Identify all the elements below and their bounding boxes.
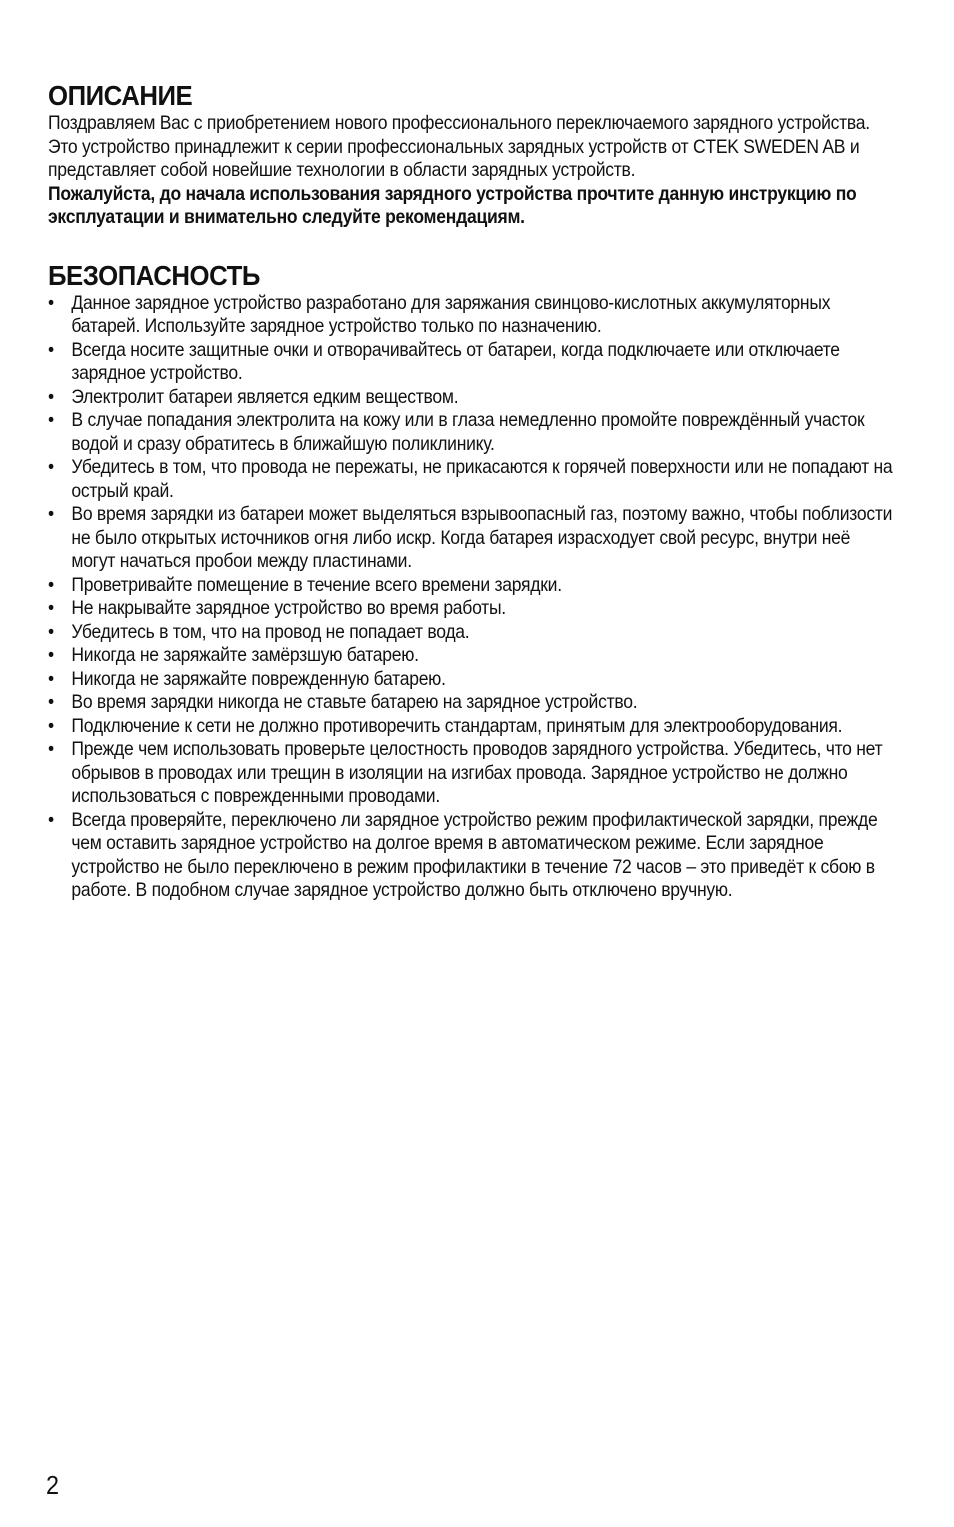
description-heading: ОПИСАНИЕ (48, 80, 193, 111)
list-item (48, 456, 894, 503)
description-intro: Поздравляем Вас с приобретением нового профессионального переключаемого зарядного устройства. Это устройство принадлежит к серии профессиональных зарядных устройств от CTEK SWEDEN AB и представляет собой новейшие технологии в области зарядных устройств. (48, 112, 870, 181)
bullet-icon: • (48, 503, 54, 525)
bullet-icon: • (48, 738, 54, 760)
list-item-text: Убедитесь в том, что провода не пережаты, не прикасаются к горячей поверхности или не попадают на острый край. (71, 456, 893, 502)
bullet-icon: • (48, 385, 54, 408)
list-item (48, 668, 894, 692)
list-item (48, 738, 894, 809)
list-item-text: Во время зарядки никогда не ставьте батарею на зарядное устройство. (71, 691, 638, 713)
list-item-text: Убедитесь в том, что на провод не попадает вода. (71, 620, 470, 643)
section-spacer (48, 230, 888, 260)
list-item (48, 386, 894, 410)
bullet-icon: • (48, 620, 54, 643)
list-item-text: Прежде чем использовать проверьте целостность проводов зарядного устройства. Убедитесь, что нет обрывов в проводах или трещин в изоляции на изгибах провода. Зарядное устройство не должно использоваться с поврежденными проводами. (71, 738, 883, 807)
list-item (48, 339, 894, 386)
list-item-text: Всегда проверяйте, переключено ли зарядное устройство режим профилактической зарядки, прежде чем оставить зарядное устройство на долгое время в автоматическом режиме. Если зарядное устройство не было переключено в режим профилактики в течение 72 часов – это приведёт к сбою в работе. В подобном случае зарядное устройство должно быть отключено вручную. (71, 808, 878, 901)
list-item-text: Электролит батареи является едким веществом. (71, 385, 459, 408)
document-page (48, 80, 893, 903)
list-item-text: Никогда не заряжайте замёрзшую батарею. (71, 644, 419, 666)
list-item-text: Никогда не заряжайте поврежденную батарею. (71, 667, 446, 690)
list-item (48, 644, 894, 668)
list-item (48, 809, 894, 903)
safety-heading: БЕЗОПАСНОСТЬ (48, 259, 260, 291)
page-number: 2 (46, 1470, 60, 1500)
list-item (48, 409, 894, 456)
list-item-text: Не накрывайте зарядное устройство во время работы. (71, 597, 506, 619)
description-notice: Пожалуйста, до начала использования зарядного устройства прочтите данную инструкцию по эксплуатации и внимательно следуйте рекомендациям. (48, 182, 857, 228)
bullet-icon: • (48, 409, 54, 431)
list-item-text: Проветривайте помещение в течение всего времени зарядки. (71, 573, 562, 596)
list-item (48, 574, 894, 598)
bullet-icon: • (48, 808, 54, 831)
list-item (48, 503, 894, 574)
list-item-text: Всегда носите защитные очки и отворачивайтесь от батареи, когда подключаете или отключаете зарядное устройство. (71, 338, 840, 384)
list-item (48, 597, 894, 621)
bullet-icon: • (48, 714, 54, 737)
bullet-icon: • (48, 667, 54, 690)
list-item (48, 621, 894, 645)
list-item-text: Во время зарядки из батареи может выделяться взрывоопасный газ, поэтому важно, чтобы поблизости не было открытых источников огня либо искр. Когда батарея израсходует свой ресурс, внутри неё могут начаться пробои между пластинами. (71, 503, 893, 572)
list-item-text: Данное зарядное устройство разработано для заряжания свинцово-кислотных аккумуляторных батарей. Используйте зарядное устройство только по назначению. (71, 291, 831, 337)
bullet-icon: • (48, 573, 54, 596)
safety-list (48, 292, 894, 903)
list-item-text: Подключение к сети не должно противоречить стандартам, принятым для электрооборудования. (71, 714, 843, 737)
bullet-icon: • (48, 691, 54, 713)
bullet-icon: • (48, 291, 54, 314)
list-item (48, 715, 894, 739)
bullet-icon: • (48, 456, 54, 478)
list-item-text: В случае попадания электролита на кожу или в глаза немедленно промойте повреждённый участок водой и сразу обратитесь в ближайшую поликлинику. (71, 409, 865, 455)
list-item (48, 292, 894, 339)
bullet-icon: • (48, 644, 54, 666)
list-item (48, 691, 894, 715)
bullet-icon: • (48, 597, 54, 619)
bullet-icon: • (48, 338, 54, 361)
